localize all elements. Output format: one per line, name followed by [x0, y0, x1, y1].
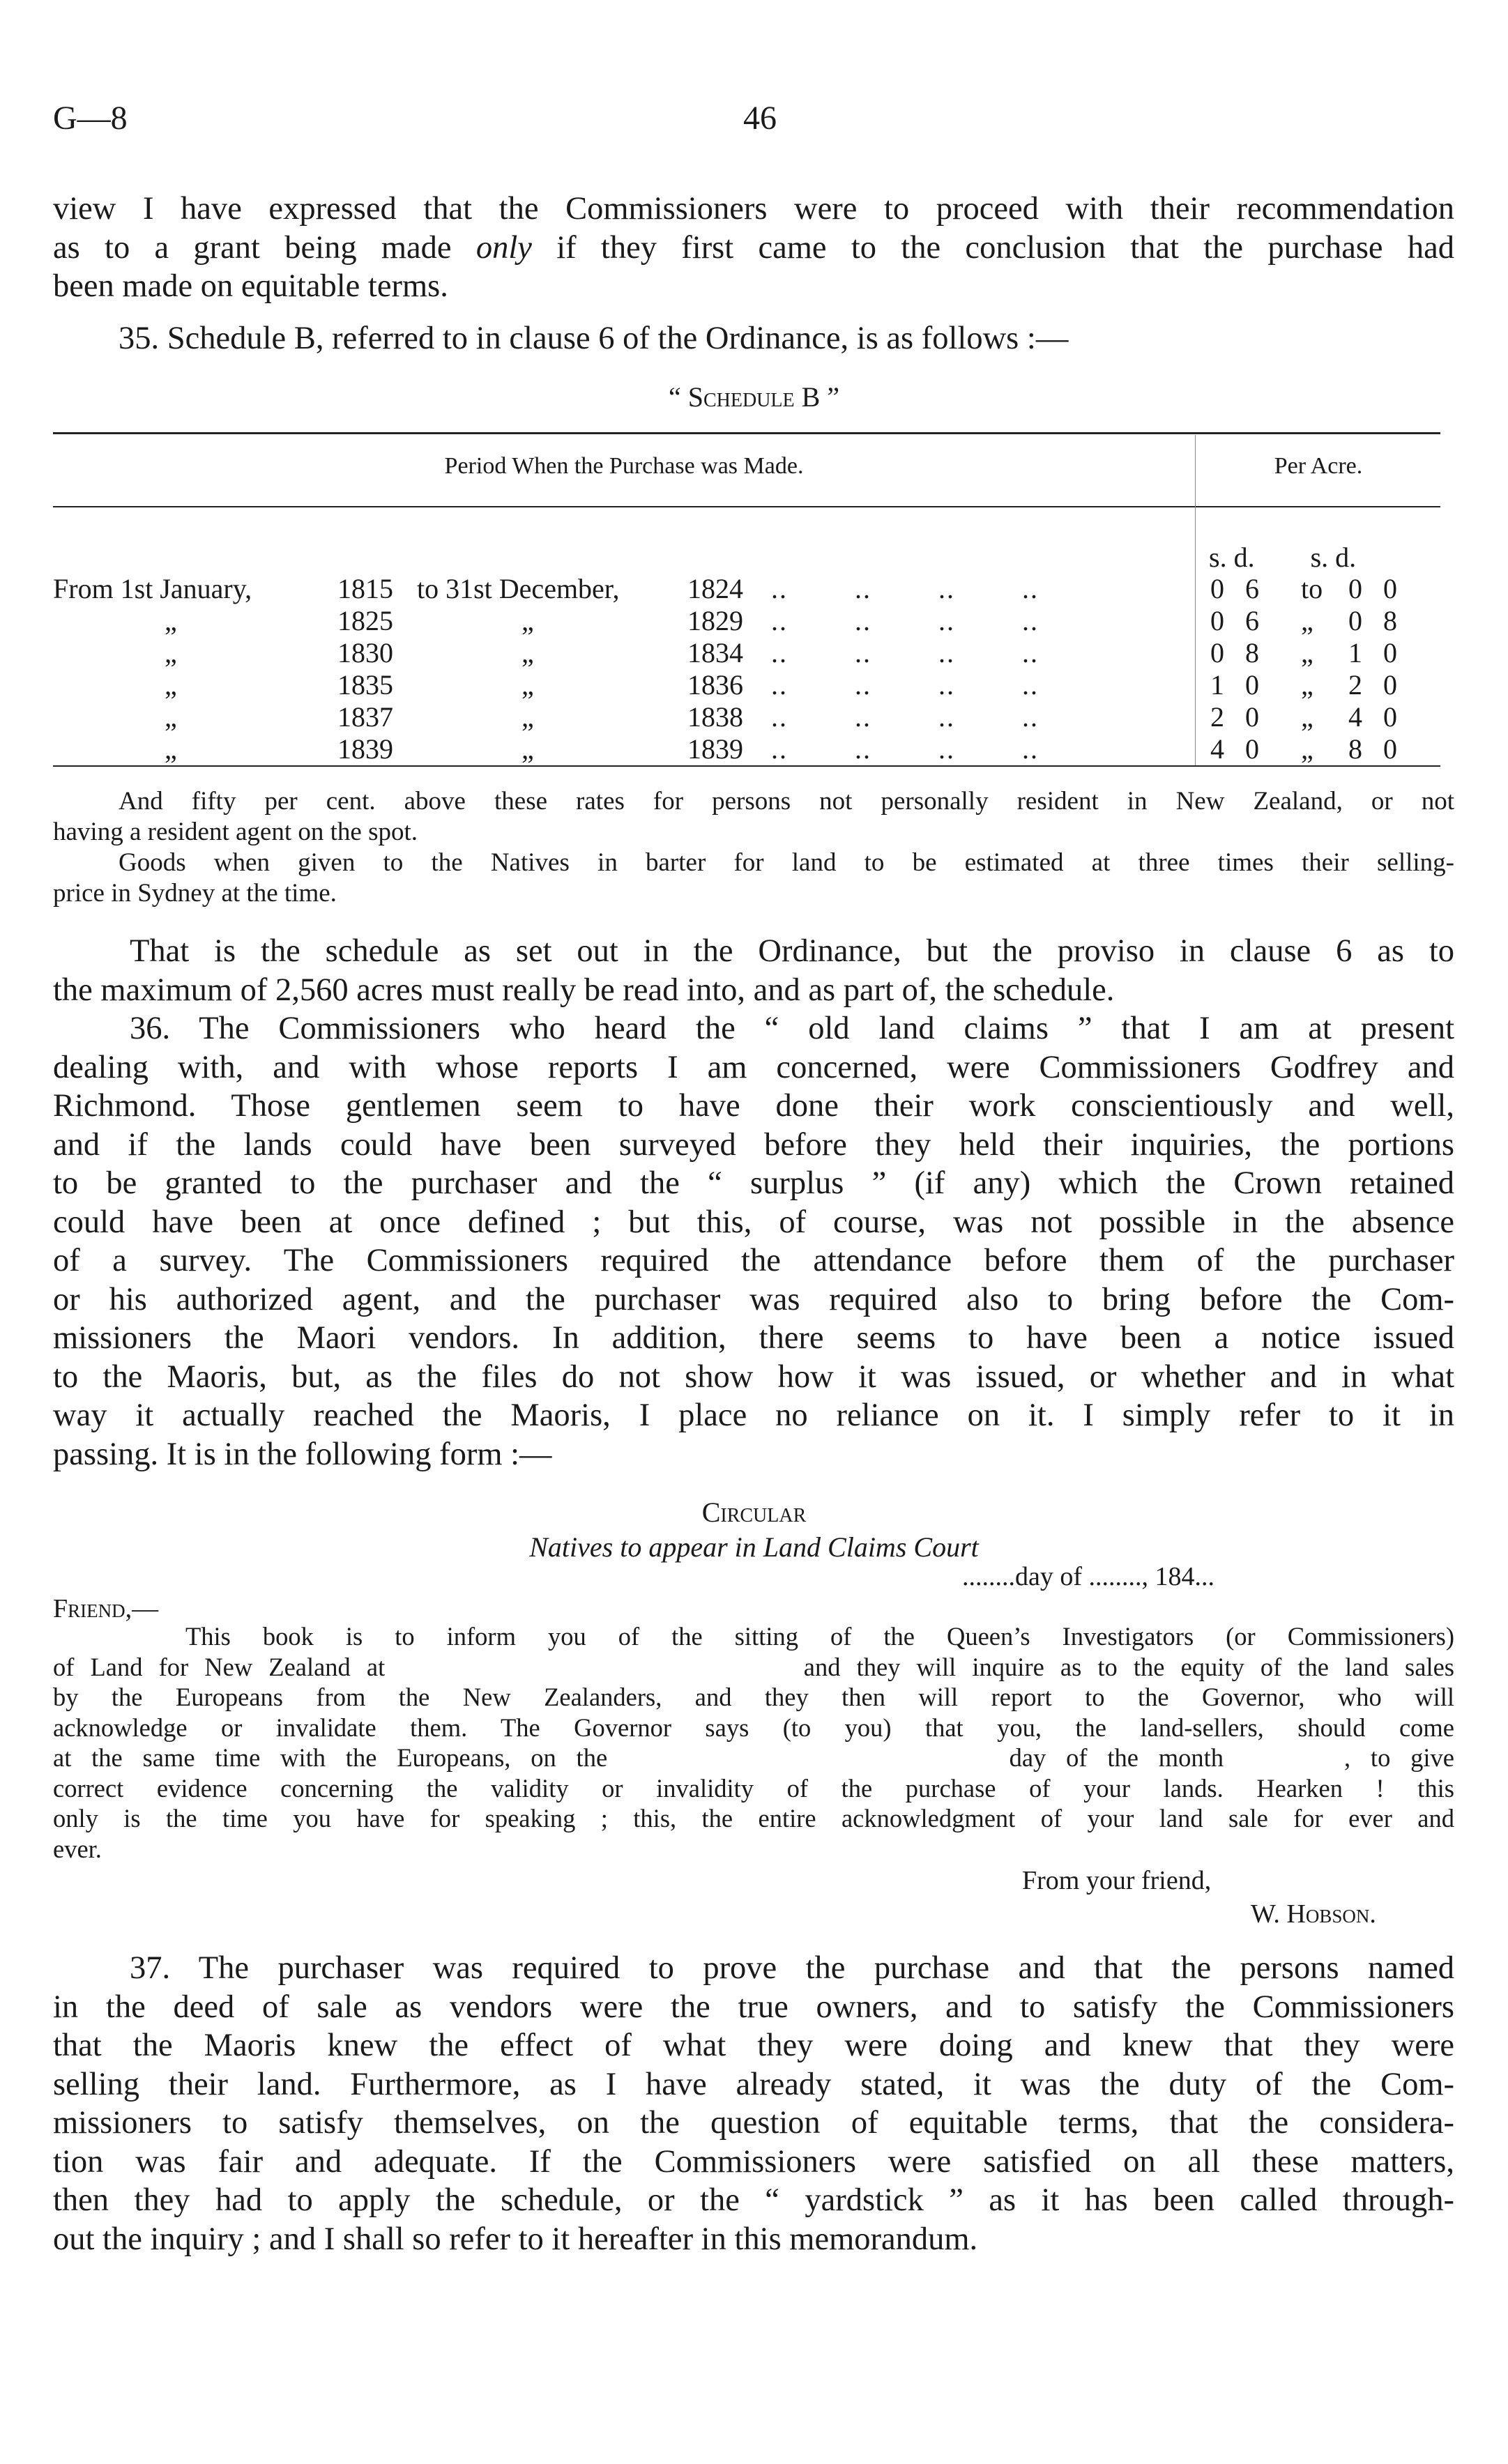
table-row: „ 1825 „ 1829 .. .. .. .. 0 6 „ 0 8: [165, 605, 1397, 636]
table-row: „ 1835 „ 1836 .. .. .. .. 1 0 „ 2 0: [165, 669, 1397, 701]
paragraph-continuation: [53, 190, 1454, 306]
text-line: as to a grant being made only if they first came to the conclusion that the purchase had: [53, 229, 1454, 266]
emphasis-word: only: [475, 229, 532, 266]
table-top-rule: [53, 432, 1440, 434]
table-row: „ 1830 „ 1834 .. .. .. .. 0 8 „ 1 0: [165, 637, 1397, 668]
circular-subtitle: Natives to appear in Land Claims Court: [529, 1531, 979, 1563]
table-row: „ 1839 „ 1839 .. .. .. .. 4 0 „ 8 0: [165, 733, 1397, 765]
table-units: s. d. s. d.: [1209, 542, 1357, 573]
page-header-ref: G—8: [53, 100, 128, 137]
circular-date-line: ........day of ........, 184...: [962, 1562, 1215, 1591]
table-header-rule: [53, 506, 1440, 507]
circular-salutation: Friend,—: [53, 1594, 159, 1623]
text-line: been made on equitable terms.: [53, 268, 448, 304]
text-line: view I have expressed that the Commissioners were to proceed with their recommendation: [53, 191, 1454, 227]
circular-closing: From your friend,: [1022, 1866, 1212, 1895]
paragraph-35: 35. Schedule B, referred to in clause 6 of the Ordinance, is as follows :—: [119, 321, 1069, 356]
table-bottom-rule: [53, 765, 1440, 767]
schedule-note-goods: Goods when given to the Natives in barter for land to be estimated at three times their selling- price in Sydney at the time.: [53, 848, 1454, 908]
paragraph-36: 36. The Commissioners who heard the “ old land claims ” that I am at present dealing with, and with whose reports I am concerned, were Commissioners Godfrey and Richmond. Those gentlemen seem to have done their work conscientiously and well, and if the lands could have been surveyed before they held their inquiries, the portions to be granted to the purchaser and the “ surplus ” (if any) which the Crown retained could have been at once defined ; but this, of course, was not possible in the absence of a survey. The Commissioners required the attendance before them of the purchaser or his authorized agent, and the purchaser was required also to bring before the Com- missioners the Maori vendors. In addition, there seems to have been a notice issued to the Maoris, but, as the files do not show how it was issued, or whether and in what way it actually reached the Maoris, I place no reliance on it. I simply refer to it in passing. It is in the following form :—: [53, 1011, 1454, 1472]
paragraph-37: 37. The purchaser was required to prove the purchase and that the persons named in the deed of sale as vendors were the true owners, and to satisfy the Commissioners that the Maoris knew the effect of what they were doing and knew that they were selling their land. Furthermore, as I have already stated, it was the duty of the Com- missioners to satisfy themselves, on the question of equitable terms, that the considera- tion was fair and adequate. If the Commissioners were satisfied on all these matters, then they had to apply the schedule, or the “ yardstick ” as it has been called through- out the inquiry ; and I shall so refer to it hereafter in this memorandum.: [53, 1950, 1454, 2257]
table-header-period: Period When the Purchase was Made.: [444, 453, 804, 479]
circular-title: Circular: [701, 1497, 807, 1528]
schedule-title: “ Schedule B ”: [668, 381, 840, 413]
table-header-rate: Per Acre.: [1274, 453, 1363, 479]
paragraph-schedule-proviso: That is the schedule as set out in the Ordinance, but the proviso in clause 6 as to the maximum of 2,560 acres must really be read into, and as part of, the schedule.: [53, 933, 1454, 1008]
table-row: From 1st January, 1815 to 31st December, 1824 .. .. .. .. 0 6 to 0 0: [53, 573, 1397, 604]
table-row: „ 1837 „ 1838 .. .. .. .. 2 0 „ 4 0: [165, 701, 1397, 733]
schedule-note-residency: And fifty per cent. above these rates for persons not personally resident in New Zealand, or not having a resident agent on the spot.: [53, 787, 1454, 846]
circular-body: This book is to inform you of the sitting of the Queen’s Investigators (or Commissioners) of Land for New Zealand at and they will inquire as to the equity of the land sales by the Europeans from the New Zealanders, and they then will report to the Governor, who will acknowledge or invalidate them. The Governor says (to you) that you, the land-sellers, should come at the same time with the Europeans, on the day of the month , to give correct evidence concerning the validity or invalidity of the purchase of your lands. Hearken ! this only is the time you have for speaking ; this, the entire acknowledgment of your land sale for ever and ever.: [53, 1622, 1454, 1863]
page-number: 46: [743, 100, 777, 137]
circular-signature: W. Hobson.: [1251, 1899, 1376, 1929]
